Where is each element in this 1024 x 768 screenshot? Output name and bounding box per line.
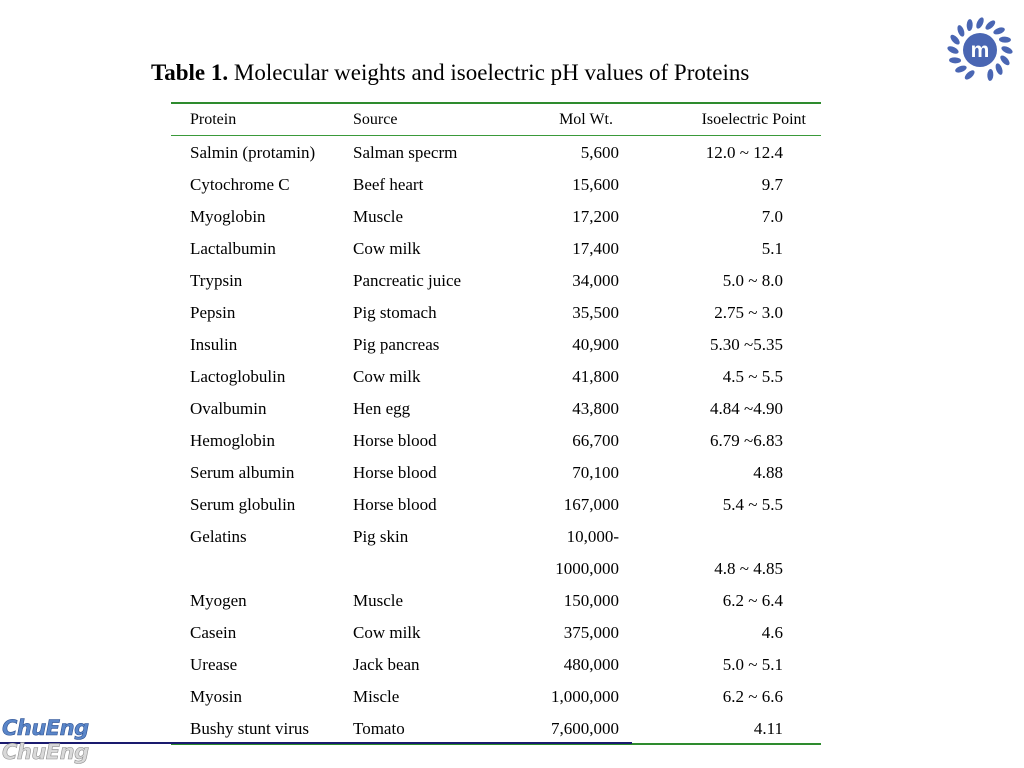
cell-mol-wt: 40,900 [572, 335, 619, 354]
wreath-leaf [956, 24, 966, 37]
wreath-leaf [999, 36, 1011, 43]
wreath-leaf [949, 57, 961, 64]
cell-source: Pig stomach [353, 303, 437, 322]
cell-isoelectric-point: 4.11 [753, 719, 783, 738]
header-protein: Protein [190, 111, 237, 128]
cell-source: Cow milk [353, 367, 421, 386]
wreath-leaf [949, 33, 962, 46]
cell-source: Muscle [353, 591, 404, 610]
chueng-brand-logo-shadow: ChuEng [2, 740, 89, 764]
cell-isoelectric-point: 9.7 [761, 175, 783, 194]
cell-protein: Salmin (protamin) [190, 143, 316, 162]
cell-protein: Ovalbumin [190, 399, 267, 418]
cell-mol-wt: 480,000 [563, 655, 619, 674]
cell-isoelectric-point: 6.79 ~6.83 [710, 431, 783, 450]
cell-isoelectric-point: 4.84 ~4.90 [710, 399, 783, 418]
cell-mol-wt: 10,000- [566, 527, 619, 546]
wreath-leaf [954, 64, 967, 74]
cell-protein: Myosin [190, 687, 242, 706]
cell-protein: Hemoglobin [190, 431, 275, 450]
cell-protein: Insulin [190, 335, 238, 354]
footer-bar [0, 742, 632, 744]
cell-mol-wt: 43,800 [572, 399, 619, 418]
cell-mol-wt: 17,200 [572, 207, 619, 226]
cell-isoelectric-point: 6.2 ~ 6.6 [722, 687, 783, 706]
table-title-text: Molecular weights and isoelectric pH values of Proteins [228, 60, 750, 85]
wreath-leaf [992, 26, 1005, 36]
cell-source: Pig skin [353, 527, 409, 546]
cell-isoelectric-point: 4.5 ~ 5.5 [722, 367, 783, 386]
wreath-leaf [987, 69, 994, 81]
cell-source: Hen egg [353, 399, 411, 418]
cell-isoelectric-point: 4.8 ~ 4.85 [714, 559, 783, 578]
cell-source: Cow milk [353, 239, 421, 258]
header-isoelectric-point: Isoelectric Point [701, 111, 806, 128]
cell-source: Horse blood [353, 463, 437, 482]
cell-mol-wt: 35,500 [572, 303, 619, 322]
cell-source: Muscle [353, 207, 404, 226]
cell-mol-wt: 375,000 [563, 623, 619, 642]
header-source: Source [353, 111, 398, 128]
cell-mol-wt: 41,800 [572, 367, 619, 386]
cell-protein: Casein [190, 623, 237, 642]
wreath-leaf [946, 45, 959, 56]
cell-mol-wt: 150,000 [563, 591, 619, 610]
cell-isoelectric-point: 7.0 [761, 207, 783, 226]
cell-source: Cow milk [353, 623, 421, 642]
cell-protein: Urease [190, 655, 238, 674]
table-header-rule [171, 135, 821, 136]
cell-isoelectric-point: 5.30 ~5.35 [710, 335, 783, 354]
cell-source: Tomato [353, 719, 405, 738]
cell-isoelectric-point: 5.4 ~ 5.5 [722, 495, 783, 514]
cell-source: Jack bean [353, 655, 420, 674]
chueng-brand-logo: ChuEng [2, 716, 89, 740]
cell-mol-wt: 1,000,000 [551, 687, 619, 706]
cell-protein: Lactalbumin [190, 239, 276, 258]
wreath-leaf [1000, 45, 1013, 56]
table-title [151, 59, 749, 87]
university-logo-icon [944, 14, 1016, 86]
cell-protein: Cytochrome C [190, 175, 290, 194]
header-mol-wt: Mol Wt. [559, 111, 613, 128]
cell-mol-wt: 70,100 [572, 463, 619, 482]
wreath-leaf [999, 54, 1012, 67]
cell-mol-wt: 167,000 [563, 495, 619, 514]
cell-protein: Myogen [190, 591, 247, 610]
wreath-leaf [984, 19, 997, 32]
cell-isoelectric-point: 4.88 [753, 463, 783, 482]
cell-protein: Lactoglobulin [190, 367, 286, 386]
cell-protein: Trypsin [190, 271, 243, 290]
logo-text: m [970, 39, 990, 62]
cell-mol-wt: 34,000 [572, 271, 619, 290]
cell-source: Horse blood [353, 495, 437, 514]
wreath-leaf [963, 69, 976, 82]
cell-isoelectric-point: 5.0 ~ 5.1 [722, 655, 783, 674]
cell-isoelectric-point: 6.2 ~ 6.4 [722, 591, 783, 610]
cell-source: Beef heart [353, 175, 424, 194]
cell-mol-wt: 66,700 [572, 431, 619, 450]
wreath-leaf [975, 16, 986, 29]
cell-protein: Serum albumin [190, 463, 295, 482]
cell-mol-wt: 7,600,000 [551, 719, 619, 738]
wreath-leaf [994, 62, 1004, 75]
cell-mol-wt: 15,600 [572, 175, 619, 194]
cell-isoelectric-point: 5.1 [761, 239, 783, 258]
cell-mol-wt: 1000,000 [555, 559, 619, 578]
table-title-prefix: Table 1. [151, 60, 229, 85]
cell-mol-wt: 17,400 [572, 239, 619, 258]
cell-protein: Bushy stunt virus [190, 719, 310, 738]
cell-source: Miscle [353, 687, 400, 706]
cell-isoelectric-point: 4.6 [761, 623, 783, 642]
cell-protein: Pepsin [190, 303, 236, 322]
cell-protein: Gelatins [190, 527, 247, 546]
cell-source: Horse blood [353, 431, 437, 450]
cell-mol-wt: 5,600 [580, 143, 619, 162]
cell-protein: Myoglobin [190, 207, 266, 226]
cell-source: Pig pancreas [353, 335, 440, 354]
cell-source: Pancreatic juice [353, 271, 462, 290]
cell-isoelectric-point: 2.75 ~ 3.0 [714, 303, 783, 322]
cell-isoelectric-point: 5.0 ~ 8.0 [722, 271, 783, 290]
cell-protein: Serum globulin [190, 495, 296, 514]
wreath-leaf [966, 19, 973, 31]
cell-isoelectric-point: 12.0 ~ 12.4 [705, 143, 783, 162]
table-top-rule [171, 102, 821, 104]
cell-source: Salman specrm [353, 143, 458, 162]
